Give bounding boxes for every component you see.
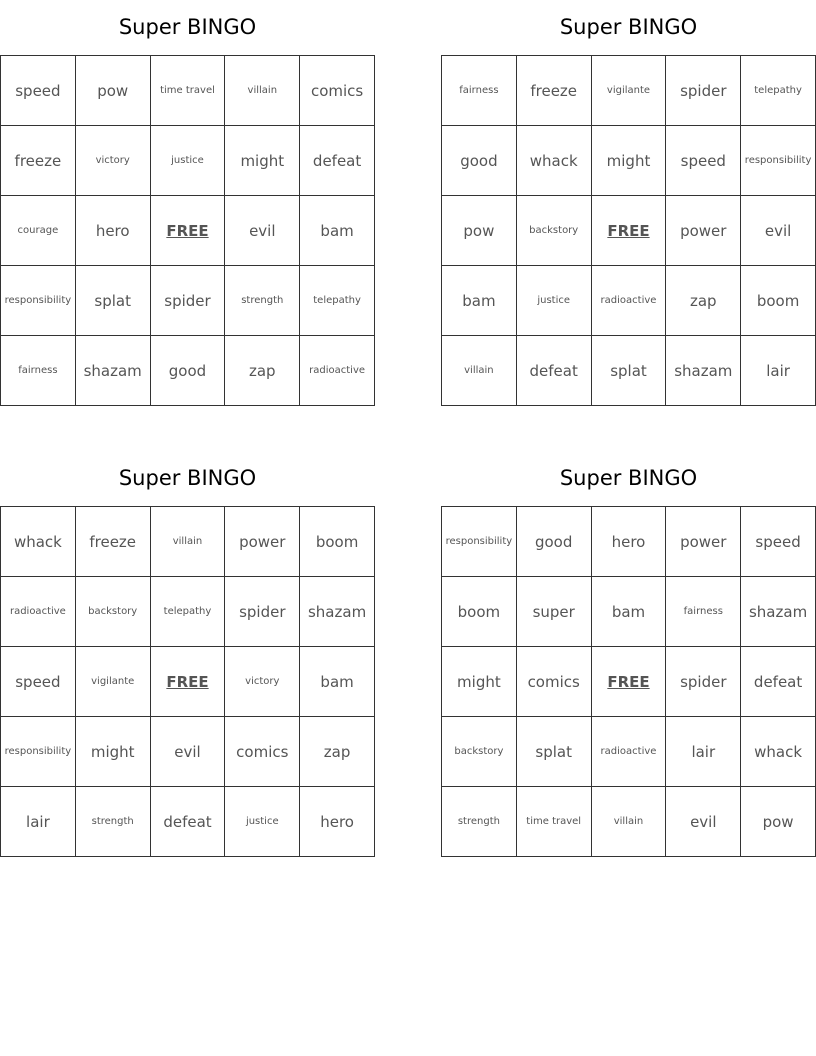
bingo-cell: telepathy (150, 577, 225, 647)
bingo-cell: pow (741, 787, 816, 857)
bingo-cell: victory (75, 126, 150, 196)
bingo-cell: super (516, 577, 591, 647)
bingo-cell: lair (1, 787, 76, 857)
free-space: FREE (150, 647, 225, 717)
bingo-cell: comics (225, 717, 300, 787)
bingo-grid (0, 506, 375, 857)
bingo-cell: villain (150, 507, 225, 577)
bingo-cell: responsibility (1, 266, 76, 336)
bingo-cell: time travel (516, 787, 591, 857)
bingo-cell: villain (442, 336, 517, 406)
bingo-cell: splat (591, 336, 666, 406)
bingo-cell: fairness (1, 336, 76, 406)
bingo-grid (441, 55, 816, 406)
bingo-cell: radioactive (591, 717, 666, 787)
bingo-card-3 (0, 451, 375, 857)
bingo-cell: villain (225, 56, 300, 126)
bingo-cell: comics (516, 647, 591, 717)
free-space: FREE (591, 647, 666, 717)
bingo-cell: speed (1, 56, 76, 126)
bingo-cell: splat (75, 266, 150, 336)
bingo-cell: radioactive (300, 336, 375, 406)
bingo-cell: villain (591, 787, 666, 857)
bingo-cell: lair (741, 336, 816, 406)
bingo-cell: backstory (516, 196, 591, 266)
bingo-cell: bam (300, 196, 375, 266)
card-title: Super BINGO (559, 15, 698, 39)
bingo-cell: responsibility (1, 717, 76, 787)
bingo-cell: justice (150, 126, 225, 196)
bingo-cell: boom (442, 577, 517, 647)
bingo-cell: time travel (150, 56, 225, 126)
card-title: Super BINGO (118, 466, 257, 490)
bingo-cell: speed (741, 507, 816, 577)
free-space: FREE (591, 196, 666, 266)
bingo-cell: boom (741, 266, 816, 336)
bingo-cell: bam (591, 577, 666, 647)
bingo-cell: splat (516, 717, 591, 787)
bingo-cell: spider (666, 56, 741, 126)
bingo-cell: strength (75, 787, 150, 857)
bingo-cell: might (75, 717, 150, 787)
bingo-cell: comics (300, 56, 375, 126)
bingo-cell: telepathy (741, 56, 816, 126)
bingo-grid (0, 55, 375, 406)
card-title: Super BINGO (118, 15, 257, 39)
bingo-cell: telepathy (300, 266, 375, 336)
bingo-card-4 (441, 451, 816, 857)
bingo-cell: shazam (741, 577, 816, 647)
bingo-cell: defeat (300, 126, 375, 196)
bingo-card-2 (441, 0, 816, 406)
bingo-cell: power (225, 507, 300, 577)
bingo-cell: radioactive (591, 266, 666, 336)
bingo-cell: backstory (442, 717, 517, 787)
bingo-cell: responsibility (741, 126, 816, 196)
bingo-cell: boom (300, 507, 375, 577)
bingo-cell: pow (75, 56, 150, 126)
bingo-cell: whack (516, 126, 591, 196)
bingo-cell: shazam (666, 336, 741, 406)
bingo-cell: zap (300, 717, 375, 787)
bingo-card-1 (0, 0, 375, 406)
bingo-cell: bam (442, 266, 517, 336)
bingo-cell: backstory (75, 577, 150, 647)
bingo-cell: radioactive (1, 577, 76, 647)
bingo-cell: defeat (150, 787, 225, 857)
bingo-cell: zap (225, 336, 300, 406)
free-space: FREE (150, 196, 225, 266)
bingo-cell: hero (300, 787, 375, 857)
bingo-cell: fairness (442, 56, 517, 126)
bingo-cell: hero (591, 507, 666, 577)
bingo-cell: evil (741, 196, 816, 266)
bingo-cell: victory (225, 647, 300, 717)
bingo-cell: spider (666, 647, 741, 717)
bingo-cell: good (516, 507, 591, 577)
bingo-cell: power (666, 196, 741, 266)
bingo-cell: hero (75, 196, 150, 266)
bingo-cell: whack (1, 507, 76, 577)
bingo-grid (441, 506, 816, 857)
bingo-cell: responsibility (442, 507, 517, 577)
bingo-cell: defeat (741, 647, 816, 717)
card-title: Super BINGO (559, 466, 698, 490)
bingo-cell: speed (1, 647, 76, 717)
bingo-cell: speed (666, 126, 741, 196)
bingo-cell: whack (741, 717, 816, 787)
bingo-cell: shazam (300, 577, 375, 647)
bingo-cell: might (225, 126, 300, 196)
bingo-cell: good (442, 126, 517, 196)
bingo-cell: spider (225, 577, 300, 647)
bingo-cell: strength (442, 787, 517, 857)
bingo-cell: courage (1, 196, 76, 266)
bingo-cell: freeze (516, 56, 591, 126)
bingo-cell: bam (300, 647, 375, 717)
bingo-cell: spider (150, 266, 225, 336)
bingo-cell: power (666, 507, 741, 577)
bingo-cell: might (442, 647, 517, 717)
bingo-cell: evil (666, 787, 741, 857)
bingo-cell: strength (225, 266, 300, 336)
bingo-cell: good (150, 336, 225, 406)
bingo-cell: defeat (516, 336, 591, 406)
bingo-cell: might (591, 126, 666, 196)
bingo-cell: vigilante (591, 56, 666, 126)
bingo-cell: freeze (1, 126, 76, 196)
bingo-cell: evil (150, 717, 225, 787)
bingo-cell: justice (225, 787, 300, 857)
bingo-cell: fairness (666, 577, 741, 647)
bingo-cell: shazam (75, 336, 150, 406)
bingo-cell: justice (516, 266, 591, 336)
bingo-cell: evil (225, 196, 300, 266)
bingo-cell: freeze (75, 507, 150, 577)
bingo-cell: vigilante (75, 647, 150, 717)
bingo-cell: lair (666, 717, 741, 787)
bingo-cell: pow (442, 196, 517, 266)
bingo-cell: zap (666, 266, 741, 336)
